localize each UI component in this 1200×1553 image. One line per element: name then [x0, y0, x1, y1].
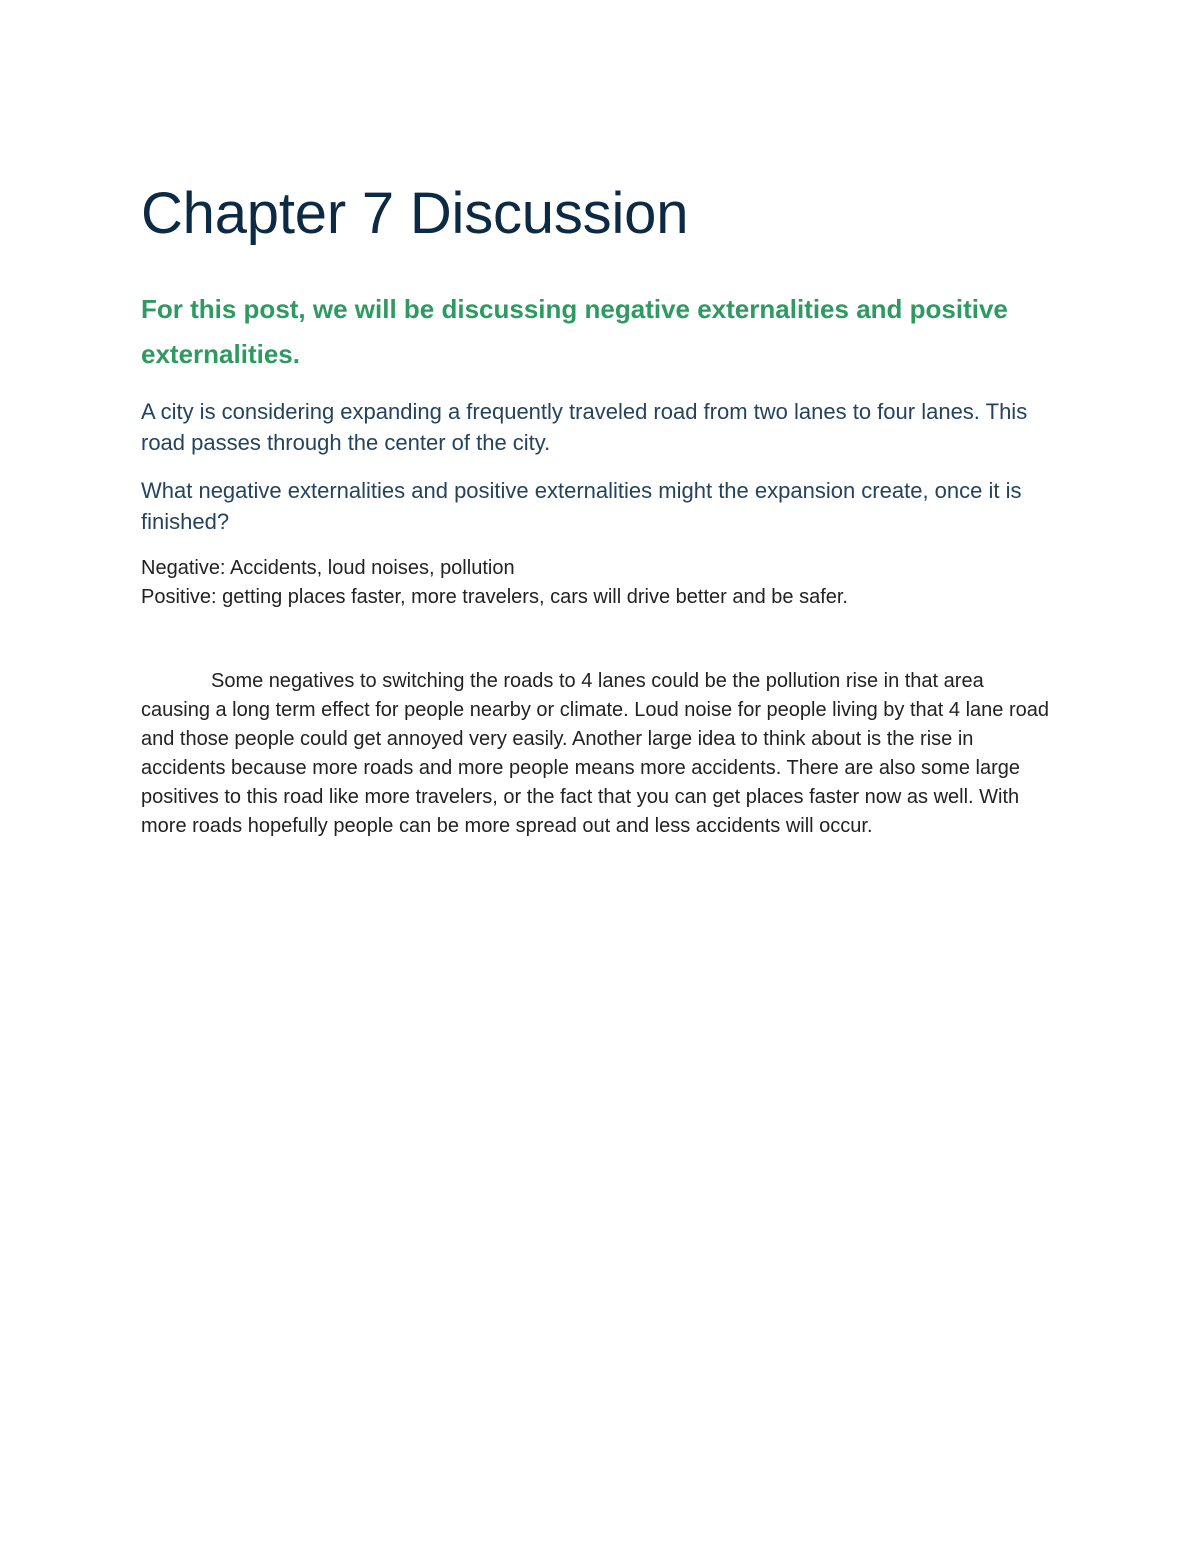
prompt-paragraph: A city is considering expanding a frequently traveled road from two lanes to four lanes. This road passes through the center of the city. — [141, 399, 1028, 455]
answer-summary — [141, 554, 1061, 612]
negative-answer-line: Negative: Accidents, loud noises, pollution — [141, 557, 515, 579]
page-title: Chapter 7 Discussion — [141, 181, 689, 246]
document-content — [141, 178, 1061, 841]
discussion-subtitle: For this post, we will be discussing negative externalities and positive externalities. — [141, 294, 1008, 369]
essay-paragraph: Some negatives to switching the roads to 4 lanes could be the pollution rise in that area causing a long term effect for people nearby or climate. Loud noise for people living by that 4 lane road and those people could get annoyed very easily. Another large idea to think about is the rise in accidents because more roads and more people means more accidents. There are also some large positives to this road like more travelers, or the fact that you can get places faster now as well. With more roads hopefully people can be more spread out and less accidents will occur. — [141, 670, 1049, 837]
positive-answer-line: Positive: getting places faster, more travelers, cars will drive better and be safer. — [141, 586, 848, 608]
question-paragraph: What negative externalities and positive externalities might the expansion create, once it is finished? — [141, 478, 1022, 534]
